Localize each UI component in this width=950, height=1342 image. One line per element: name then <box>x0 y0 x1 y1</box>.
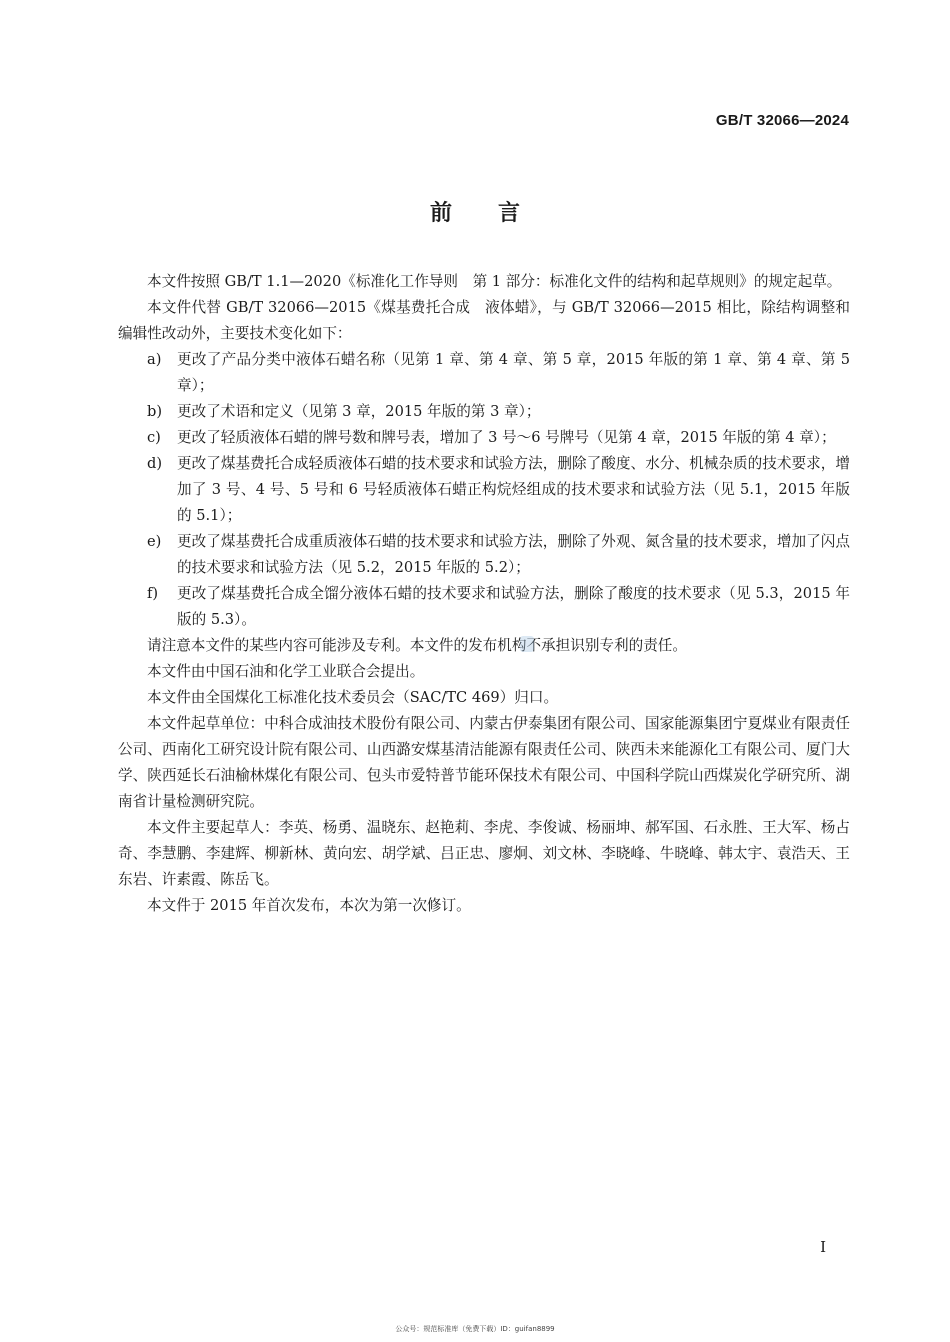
list-item-text: 更改了产品分类中液体石蜡名称（见第 1 章、第 4 章、第 5 章，2015 年版的第 1 章、第 4 章、第 5 章）； <box>177 351 850 394</box>
list-item-label: a) <box>147 351 162 368</box>
drafters-paragraph: 本文件主要起草人：李英、杨勇、温晓东、赵艳莉、李虎、李俊诚、杨丽坤、郝军国、石永胜、王大军、杨占奇、李慧鹏、李建辉、柳新林、黄向宏、胡学斌、吕正忠、廖炯、刘文林、李晓峰、牛晓峰、韩太宇、袁浩天、王东岩、许素霞、陈岳飞。 <box>118 819 850 888</box>
list-item-text: 更改了术语和定义（见第 3 章，2015 年版的第 3 章）； <box>177 403 541 420</box>
standard-code: GB/T 32066—2024 <box>715 112 849 129</box>
page-title: 前言 <box>429 201 566 226</box>
watermark-logo-icon <box>520 636 534 652</box>
list-item-label: f) <box>147 585 159 602</box>
proposer-paragraph: 本文件由中国石油和化学工业联合会提出。 <box>147 663 425 680</box>
list-item-text: 更改了轻质液体石蜡的牌号数和牌号表，增加了 3 号～6 号牌号（见第 4 章，2015 年版的第 4 章）； <box>177 429 836 446</box>
list-item <box>118 425 850 451</box>
list-item <box>118 399 850 425</box>
list-item-text: 更改了煤基费托合成全馏分液体石蜡的技术要求和试验方法，删除了酸度的技术要求（见 5.3，2015 年版的 5.3）。 <box>177 585 850 628</box>
list-item <box>118 347 850 399</box>
list-item-label: e) <box>147 533 162 550</box>
changes-list <box>118 347 850 633</box>
list-item <box>118 451 850 529</box>
list-item <box>118 529 850 581</box>
list-item-label: b) <box>147 403 163 420</box>
foreword-body <box>118 269 850 919</box>
committee-paragraph: 本文件由全国煤化工标准化技术委员会（SAC/TC 469）归口。 <box>147 689 559 706</box>
drafting-units-paragraph: 本文件起草单位：中科合成油技术股份有限公司、内蒙古伊泰集团有限公司、国家能源集团宁夏煤业有限责任公司、西南化工研究设计院有限公司、山西潞安煤基清洁能源有限责任公司、陕西未来能源化工有限公司、厦门大学、陕西延长石油榆林煤化有限公司、包头市爱特普节能环保技术有限公司、中国科学院山西煤炭化学研究所、湖南省计量检测研究院。 <box>118 715 850 810</box>
page-number: I <box>820 1238 826 1256</box>
list-item-label: c) <box>147 429 161 446</box>
paragraph: 本文件按照 GB/T 1.1—2020《标准化工作导则 第 1 部分：标准化文件的结构和起草规则》的规定起草。 <box>147 273 842 290</box>
history-paragraph: 本文件于 2015 年首次发布，本次为第一次修订。 <box>147 897 471 914</box>
list-item-label: d) <box>147 455 163 472</box>
list-item-text: 更改了煤基费托合成轻质液体石蜡的技术要求和试验方法，删除了酸度、水分、机械杂质的技术要求，增加了 3 号、4 号、5 号和 6 号轻质液体石蜡正构烷烃组成的技术要求和试验方法（见 5.1，2015 年版的 5.1）； <box>177 455 850 524</box>
list-item <box>118 581 850 633</box>
watermark <box>458 636 548 670</box>
patent-notice: 请注意本文件的某些内容可能涉及专利。本文件的发布机构不承担识别专利的责任。 <box>147 637 687 654</box>
paragraph: 本文件代替 GB/T 32066—2015《煤基费托合成 液体蜡》，与 GB/T 32066—2015 相比，除结构调整和编辑性改动外，主要技术变化如下： <box>118 299 850 342</box>
list-item-text: 更改了煤基费托合成重质液体石蜡的技术要求和试验方法，删除了外观、氮含量的技术要求，增加了闪点的技术要求和试验方法（见 5.2，2015 年版的 5.2）； <box>177 533 850 576</box>
footer-text: 公众号：规范标准库（免费下载）ID：guifan8899 <box>395 1325 555 1333</box>
